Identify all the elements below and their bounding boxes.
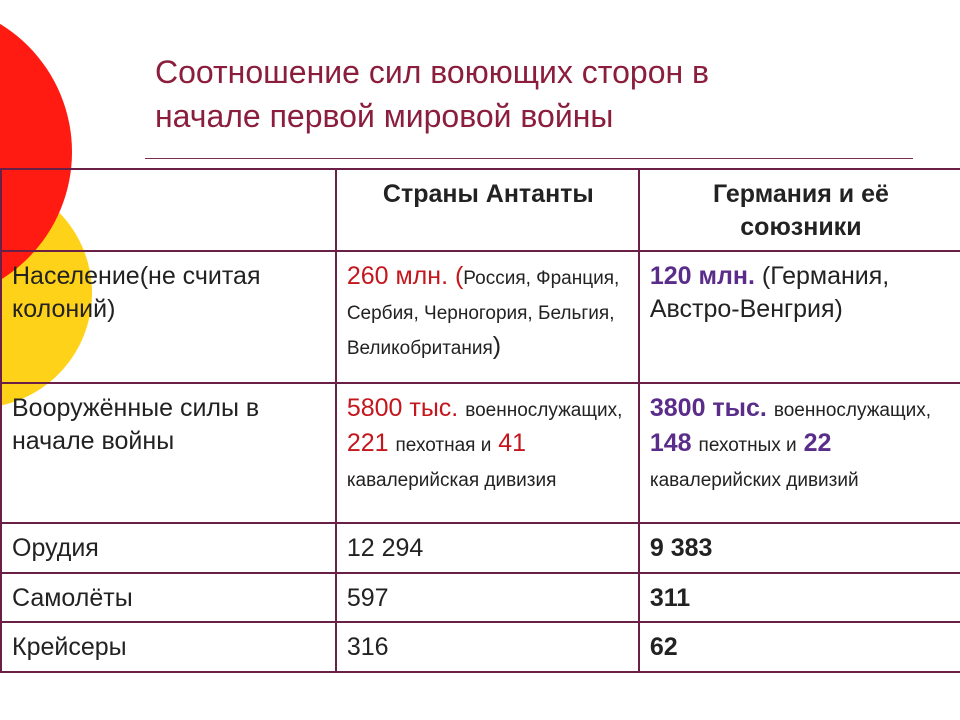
population-central-main: 120 млн. — [649, 262, 755, 290]
population-entente-detail: Россия, Франция, Сербия, Черногория, Бельгия, Великобритания — [346, 268, 620, 359]
guns-central: 9 383 — [639, 523, 960, 573]
aircraft-central: 311 — [639, 573, 960, 622]
armed-central-t1: военнослужащих, — [773, 400, 931, 421]
row-label-aircraft: Самолёты — [1, 573, 336, 622]
table-row — [1, 573, 960, 622]
header-entente: Страны Антанты — [336, 169, 639, 251]
row-label-armed-forces: Вооружённые силы в начале войны — [1, 383, 336, 523]
armed-central-t3: кавалерийских дивизий — [649, 470, 859, 491]
comparison-table — [0, 168, 960, 673]
row-label-cruisers: Крейсеры — [1, 622, 336, 672]
population-central-detail: (Германия, Австро-Венгрия) — [649, 262, 890, 323]
armed-entente-n3: 41 — [498, 429, 527, 457]
armed-central-t2: пехотных и — [698, 435, 797, 456]
slide-title-line-2: начале первой мировой войны — [155, 98, 614, 134]
table-row — [1, 383, 960, 523]
aircraft-entente: 597 — [336, 573, 639, 622]
population-entente-close: ) — [492, 332, 502, 360]
row-label-population: Население(не считая колоний) — [1, 251, 336, 383]
cruisers-entente: 316 — [336, 622, 639, 672]
armed-entente-n1: 5800 тыс. — [346, 394, 459, 422]
guns-entente: 12 294 — [336, 523, 639, 573]
armed-entente-t1: военнослужащих, — [465, 400, 623, 421]
cruisers-central: 62 — [639, 622, 960, 672]
armed-entente-t2: пехотная и — [395, 435, 492, 456]
slide-title-line-1: Соотношение сил воюющих сторон в — [155, 54, 710, 90]
armed-forces-entente — [336, 383, 639, 523]
armed-central-n3: 22 — [803, 429, 832, 457]
table-row — [1, 622, 960, 672]
armed-forces-central — [639, 383, 960, 523]
table-row — [1, 251, 960, 383]
armed-central-n1: 3800 тыс. — [649, 394, 767, 422]
armed-entente-n2: 221 — [346, 429, 389, 457]
population-entente — [336, 251, 639, 383]
row-label-guns: Орудия — [1, 523, 336, 573]
header-central-powers: Германия и её союзники — [639, 169, 960, 251]
population-central — [639, 251, 960, 383]
table-header-row — [1, 169, 960, 251]
slide-title — [155, 50, 915, 138]
header-empty-cell — [1, 169, 336, 251]
table-row — [1, 523, 960, 573]
armed-central-n2: 148 — [649, 429, 692, 457]
title-divider — [145, 158, 913, 159]
armed-entente-t3: кавалерийская дивизия — [346, 470, 557, 491]
population-entente-main: 260 млн. ( — [346, 262, 464, 290]
